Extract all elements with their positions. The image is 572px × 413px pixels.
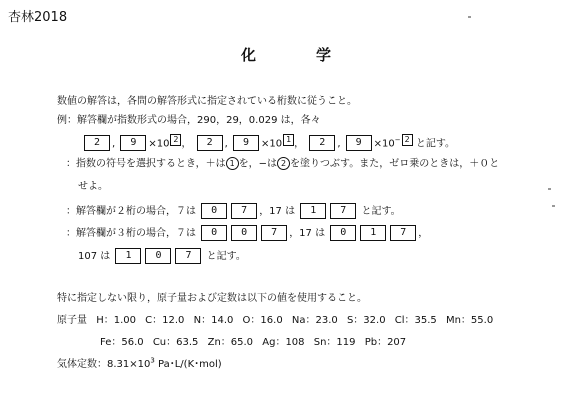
gas-constant-label: 気体定数：8.31×10 [57, 359, 151, 370]
scan-dot [548, 188, 551, 190]
answer-box: 9 [233, 135, 259, 151]
atomic-weight: Cl：35.5 [394, 315, 437, 326]
scan-dot [468, 16, 471, 18]
answer-box: 0 [201, 225, 227, 241]
atomic-weight: O：16.0 [242, 315, 283, 326]
atomic-weight: Mn：55.0 [445, 315, 494, 326]
three-digit-prefix: ：解答欄が３桁の場合，７は [66, 228, 196, 239]
three-digit-comma: ， [418, 228, 429, 239]
answer-box: 7 [231, 203, 257, 219]
plus-circle: 1 [226, 157, 239, 170]
minus-circle: 2 [277, 157, 290, 170]
sign-note-end: を塗りつぶす。また，ゼロ乗のときは，＋０と [290, 158, 500, 170]
atomic-weight: N：14.0 [193, 315, 234, 326]
three-digit-example [66, 225, 428, 241]
example-exponent-row: 2 , 9 ×10 2 ， 2 , 9 ×10 1 ， 2 , 9 ×10− 2 と記す。 [82, 134, 455, 151]
scan-dot [552, 205, 555, 207]
answer-box: 0 [201, 203, 227, 219]
minus-sign: − [394, 136, 401, 144]
times-ten: ×10 [373, 138, 395, 150]
atomic-weight: S：32.0 [346, 315, 386, 326]
two-digit-prefix: ：解答欄が２桁の場合，７は [66, 206, 196, 217]
title-char-1: 化 [240, 46, 256, 64]
atomic-weight: H：1.00 [96, 315, 136, 326]
three-digit-suffix: と記す。 [206, 251, 246, 262]
three-digit-line2 [78, 248, 246, 264]
answer-box: 7 [390, 225, 416, 241]
answer-box: 1 [360, 225, 386, 241]
answer-box: 7 [330, 203, 356, 219]
atomic-weight: Cu：63.5 [152, 337, 199, 348]
atomic-weights-row-1 [57, 314, 493, 328]
sign-note-text: ：指数の符号を選択するとき，＋は [66, 158, 226, 170]
gas-constant-unit: Pa･L/(K･mol) [154, 359, 222, 370]
atomic-weight: Na：23.0 [291, 315, 338, 326]
two-digit-suffix: と記す。 [361, 206, 401, 217]
atomic-weights-label: 原子量 [57, 315, 87, 326]
atomic-weight: C：12.0 [145, 315, 185, 326]
gas-constant [57, 358, 222, 372]
two-digit-mid: ，17 は [259, 206, 296, 217]
exam-header: 杏林2018 [8, 10, 68, 25]
example-label: 例：解答欄が指数形式の場合，290，29，0.029 は，各々 [57, 115, 321, 126]
answer-box: 1 [115, 248, 141, 264]
sign-note-line2: せよ。 [78, 181, 108, 192]
atomic-weight: Fe：56.0 [100, 337, 144, 348]
page-title [0, 44, 572, 65]
answer-box: 7 [175, 248, 201, 264]
two-digit-example [66, 203, 401, 219]
answer-box: 2 [309, 135, 335, 151]
exponent-box: 2 [170, 134, 181, 146]
answer-box: 1 [300, 203, 326, 219]
atomic-weight: Sn：119 [313, 337, 356, 348]
atomic-weight: Zn：65.0 [207, 337, 254, 348]
answer-box: 9 [346, 135, 372, 151]
three-digit-mid: ，17 は [289, 228, 326, 239]
answer-box: 9 [120, 135, 146, 151]
answer-box: 0 [145, 248, 171, 264]
constants-note: 特に指定しない限り，原子量および定数は以下の値を使用すること。 [57, 293, 367, 304]
atomic-weights-row-2 [100, 336, 406, 350]
title-char-2: 学 [316, 46, 332, 64]
answer-box: 2 [197, 135, 223, 151]
exponent-box: 2 [402, 134, 413, 146]
answer-box: 7 [261, 225, 287, 241]
gas-constant-exponent: 3 [150, 356, 155, 365]
intro-text: 数値の解答は，各問の解答形式に指定されている桁数に従うこと。 [57, 96, 357, 107]
example-suffix: と記す。 [415, 138, 456, 150]
times-ten: ×10 [148, 138, 170, 150]
atomic-weight: Ag：108 [262, 337, 305, 348]
atomic-weight: Pb：207 [364, 337, 407, 348]
answer-box: 0 [330, 225, 356, 241]
answer-box: 2 [84, 135, 110, 151]
exponent-box: 1 [283, 134, 294, 146]
sign-note-mid: を，−は [238, 158, 277, 170]
answer-box: 0 [231, 225, 257, 241]
three-digit-line2-prefix: 107 は [78, 251, 111, 262]
sign-note [66, 157, 499, 172]
times-ten: ×10 [261, 138, 283, 150]
